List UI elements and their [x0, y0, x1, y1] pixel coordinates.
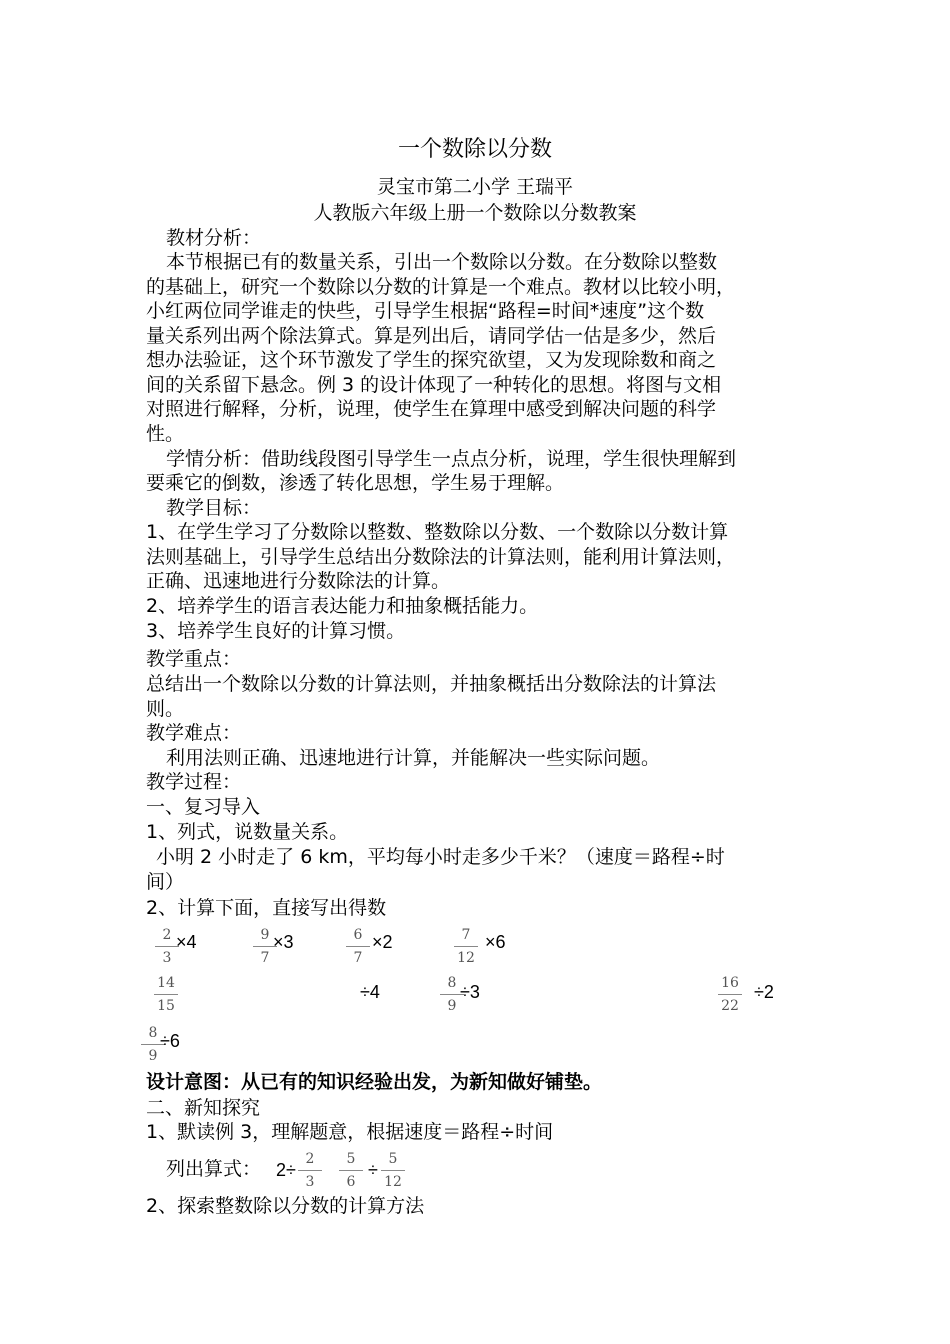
fraction: 2 3 [154, 926, 180, 967]
paragraph-line: 对照进行解释，分析，说理，使学生在算理中感受到解决问题的科学 [146, 398, 717, 420]
paragraph-line: 法则基础上，引导学生总结出分数除法的计算法则，能利用计算法则， [146, 546, 736, 568]
paragraph-line: 要乘它的倒数，渗透了转化思想，学生易于理解。 [146, 472, 565, 494]
paragraph-line: 性。 [146, 423, 185, 445]
heading-teaching-process: 教学过程： [146, 771, 242, 793]
heading-new-knowledge: 二、新知探究 [146, 1097, 261, 1119]
heading-key-points: 教学重点： [146, 648, 242, 670]
formula-label: 列出算式： [166, 1158, 262, 1180]
paragraph-line: 的基础上，研究一个数除以分数的计算是一个难点。教材以比较小明， [146, 276, 736, 298]
exercise-operator: ÷4 [360, 982, 380, 1002]
fraction: 8 9 [439, 974, 465, 1015]
paragraph-line: 学情分析：借助线段图引导学生一点点分析，说理，学生很快理解到 [166, 448, 737, 470]
fraction: 5 12 [380, 1150, 406, 1191]
exercise-operator: ÷2 [754, 982, 774, 1002]
paragraph-line: 间的关系留下悬念。例 3 的设计体现了一种转化的思想。将图与文相 [146, 374, 722, 396]
paragraph-line: 1、在学生学习了分数除以整数、整数除以分数、一个数除以分数计算 [146, 521, 729, 543]
document-title: 一个数除以分数 [397, 137, 552, 162]
paragraph-line: 小红两位同学谁走的快些，引导学生根据“路程=时间*速度”这个数 [146, 300, 705, 322]
paragraph-line: 正确、迅速地进行分数除法的计算。 [146, 570, 451, 592]
paragraph-line: 2、培养学生的语言表达能力和抽象概括能力。 [146, 595, 539, 617]
exercise-operator: ÷3 [460, 982, 480, 1002]
exercise-operator: ×4 [176, 932, 197, 952]
paragraph-line: 2、探索整数除以分数的计算方法 [146, 1195, 425, 1217]
fraction: 2 3 [297, 1150, 323, 1191]
fraction: 7 12 [453, 926, 479, 967]
paragraph-line: 小明 2 小时走了 6 km，平均每小时走多少千米？（速度＝路程÷时 [156, 846, 725, 868]
paragraph-line: 间） [146, 871, 185, 893]
paragraph-line: 量关系列出两个除法算式。算是列出后，请同学估一估是多少，然后 [146, 325, 717, 347]
fraction: 6 7 [345, 926, 371, 967]
heading-material-analysis: 教材分析： [166, 227, 262, 249]
exercise-operator: ×2 [372, 932, 393, 952]
paragraph-line: 想办法验证，这个环节激发了学生的探究欲望，又为发现除数和商之 [146, 349, 717, 371]
formula-prefix: 2÷ [276, 1160, 296, 1180]
paragraph-line: 1、列式，说数量关系。 [146, 821, 349, 843]
author-line: 灵宝市第二小学 王瑞平 [376, 176, 574, 198]
exercise-operator: ×6 [485, 932, 506, 952]
paragraph-line: 利用法则正确、迅速地进行计算，并能解决一些实际问题。 [166, 747, 661, 769]
paragraph-line: 2、计算下面，直接写出得数 [146, 897, 387, 919]
paragraph-line: 本节根据已有的数量关系，引出一个数除以分数。在分数除以整数 [166, 251, 718, 273]
fraction: 8 9 [140, 1024, 166, 1065]
heading-difficulties: 教学难点： [146, 722, 242, 744]
exercise-operator: ÷6 [160, 1031, 180, 1051]
heading-teaching-goals: 教学目标： [166, 497, 262, 519]
formula-operator: ÷ [368, 1160, 378, 1180]
fraction: 9 7 [252, 926, 278, 967]
paragraph-line: 则。 [146, 698, 185, 720]
fraction: 14 15 [153, 974, 179, 1015]
exercise-operator: ×3 [273, 932, 294, 952]
fraction: 5 6 [338, 1150, 364, 1191]
document-subtitle: 人教版六年级上册一个数除以分数教案 [313, 202, 637, 224]
paragraph-line: 3、培养学生良好的计算习惯。 [146, 620, 406, 642]
design-intent: 设计意图：从已有的知识经验出发，为新知做好铺垫。 [146, 1071, 603, 1093]
paragraph-line: 总结出一个数除以分数的计算法则，并抽象概括出分数除法的计算法 [146, 673, 717, 695]
heading-review: 一、复习导入 [146, 796, 261, 818]
fraction: 16 22 [717, 974, 743, 1015]
paragraph-line: 1、默读例 3，理解题意，根据速度＝路程÷时间 [146, 1121, 554, 1143]
